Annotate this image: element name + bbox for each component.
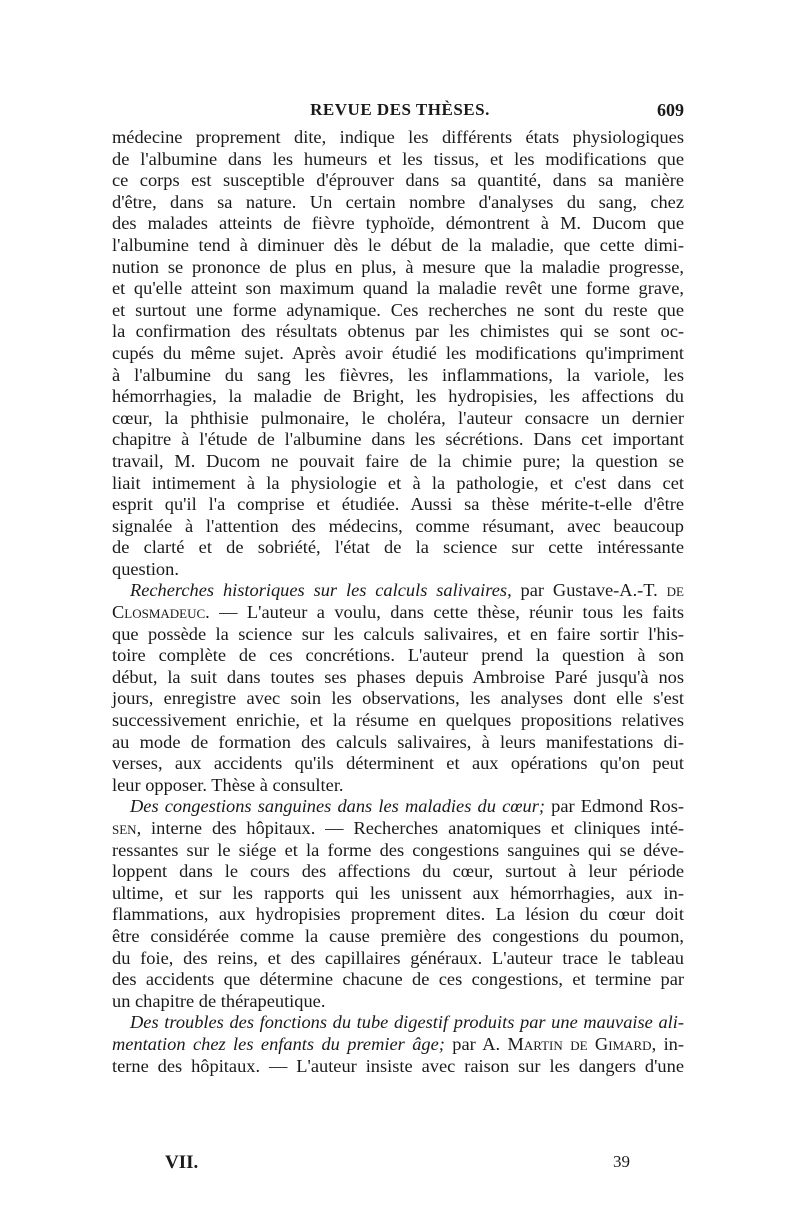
text-line <box>112 580 684 602</box>
page-header <box>112 100 688 126</box>
text-line: début, la suit dans toutes ses phases depuis Ambroise Paré jusqu'à nos <box>112 666 684 687</box>
author-name: Closmadeuc <box>112 602 206 623</box>
author-name: Martin de Gimard <box>507 1033 652 1054</box>
text-line: ressantes sur le siége et la forme des congestions sanguines qui se déve- <box>112 839 684 860</box>
paragraph-congestions-sanguines <box>112 796 684 1012</box>
byline: par A. <box>444 1033 508 1054</box>
text-line: ultime, et sur les rapports qui les unissent aux hémorrhagies, aux in- <box>112 882 684 903</box>
text-line: au mode de formation des calculs salivaires, à leurs manifestations di- <box>112 731 684 752</box>
text-fragment: , in- <box>651 1033 685 1054</box>
text-fragment: , interne des hôpitaux. — Recherches anatomiques et cliniques inté- <box>136 818 684 838</box>
text-line <box>112 818 684 840</box>
text-line: ce corps est susceptible d'éprouver dans sa quantité, dans sa manière <box>112 170 684 191</box>
thesis-title: Des congestions sanguines dans les maladies du cœur; <box>130 796 545 817</box>
text-line: nution se prononce de plus en plus, à mesure que la maladie progresse, <box>112 256 684 277</box>
text-line: des malades atteints de fièvre typhoïde, démontrent à M. Ducom que <box>112 213 684 234</box>
text-line: l'albumine tend à diminuer dès le début de la maladie, que cette dimi- <box>112 234 684 255</box>
text-line: liait intimement à la physiologie et à la pathologie, et c'est dans cet <box>112 472 684 493</box>
text-line: cupés du même sujet. Après avoir étudié les modifications qu'impriment <box>112 342 684 363</box>
text-line: toire complète de ces concrétions. L'auteur prend la question à son <box>112 645 684 666</box>
text-line: verses, aux accidents qu'ils déterminent et aux opérations qu'on peut <box>112 753 684 774</box>
paragraph-albumine-review <box>112 127 684 580</box>
text-line: d'être, dans sa nature. Un certain nombre d'analyses du sang, chez <box>112 191 684 212</box>
text-line <box>112 1034 684 1056</box>
text-line: à l'albumine du sang les fièvres, les inflammations, la variole, les <box>112 364 684 385</box>
thesis-title-continued: mentation chez les enfants du premier âge; <box>112 1033 445 1054</box>
signature-mark: VII. <box>165 1152 199 1173</box>
text-line <box>112 796 684 818</box>
text-line: être considérée comme la cause première des congestions du poumon, <box>112 925 684 946</box>
text-line: de clarté et de sobriété, l'état de la science sur cette intéressante <box>112 537 684 558</box>
text-line: signalée à l'attention des médecins, comme résumant, avec beaucoup <box>112 515 684 536</box>
text-line: jours, enregistre avec soin les observations, les analyses dont elle s'est <box>112 688 684 709</box>
byline: par Gustave-A.-T. <box>511 580 667 601</box>
text-line: flammations, aux hydropisies proprement dites. La lésion du cœur doit <box>112 904 684 925</box>
text-line: terne des hôpitaux. — L'auteur insiste avec raison sur les dangers d'une <box>112 1055 684 1076</box>
thesis-title: Recherches historiques sur les calculs salivaires, <box>130 580 512 601</box>
text-line <box>112 602 684 624</box>
running-title: REVUE DES THÈSES. <box>310 100 490 119</box>
text-line: cœur, la phthisie pulmonaire, le choléra, l'auteur consacre un dernier <box>112 407 684 428</box>
text-line: travail, M. Ducom ne pouvait faire de la chimie pure; la question se <box>112 450 684 471</box>
author-name: sen <box>112 818 137 838</box>
page-number: 609 <box>657 100 684 120</box>
byline: par Edmond Ros- <box>544 796 685 817</box>
paragraph-calculs-salivaires <box>112 580 684 796</box>
text-line: et qu'elle atteint son maximum quand la maladie revêt une forme grave, <box>112 278 684 299</box>
text-fragment: . — L'auteur a voulu, dans cette thèse, réunir tous les faits <box>205 602 684 623</box>
text-line: du foie, des reins, et des capillaires généraux. L'auteur trace le tableau <box>112 947 684 968</box>
text-line: que possède la science sur les calculs salivaires, et en faire sortir l'his- <box>112 623 684 644</box>
text-line: chapitre à l'étude de l'albumine dans les sécrétions. Dans cet important <box>112 429 684 450</box>
thesis-title: Des troubles des fonctions du tube digestif produits par une mauvaise ali- <box>130 1012 684 1033</box>
text-line: loppent dans le cours des affections du cœur, surtout à leur période <box>112 861 684 882</box>
sheet-number: 39 <box>613 1152 630 1171</box>
text-line: et surtout une forme adynamique. Ces recherches ne sont du reste que <box>112 299 684 320</box>
text-line: de l'albumine dans les humeurs et les tissus, et les modifications que <box>112 148 684 169</box>
text-line: un chapitre de thérapeutique. <box>112 990 326 1011</box>
text-line: hémorrhagies, la maladie de Bright, les hydropisies, les affections du <box>112 386 684 407</box>
text-line: leur opposer. Thèse à consulter. <box>112 774 344 795</box>
text-line: des accidents que détermine chacune de ces congestions, et termine par <box>112 969 684 990</box>
text-line: la confirmation des résultats obtenus par les chimistes qui se sont oc- <box>112 321 684 342</box>
text-line: médecine proprement dite, indique les différents états physiologiques <box>112 127 684 147</box>
author-particle: de <box>666 580 684 601</box>
text-line: question. <box>112 558 179 579</box>
page-footer <box>165 1152 630 1176</box>
text-line <box>112 1012 684 1034</box>
text-line: successivement enrichie, et la résume en quelques propositions relatives <box>112 710 684 731</box>
text-line: esprit qu'il l'a comprise et étudiée. Aussi sa thèse mérite-t-elle d'être <box>112 494 684 515</box>
paragraph-troubles-digestifs <box>112 1012 684 1077</box>
body-text <box>112 127 684 1077</box>
